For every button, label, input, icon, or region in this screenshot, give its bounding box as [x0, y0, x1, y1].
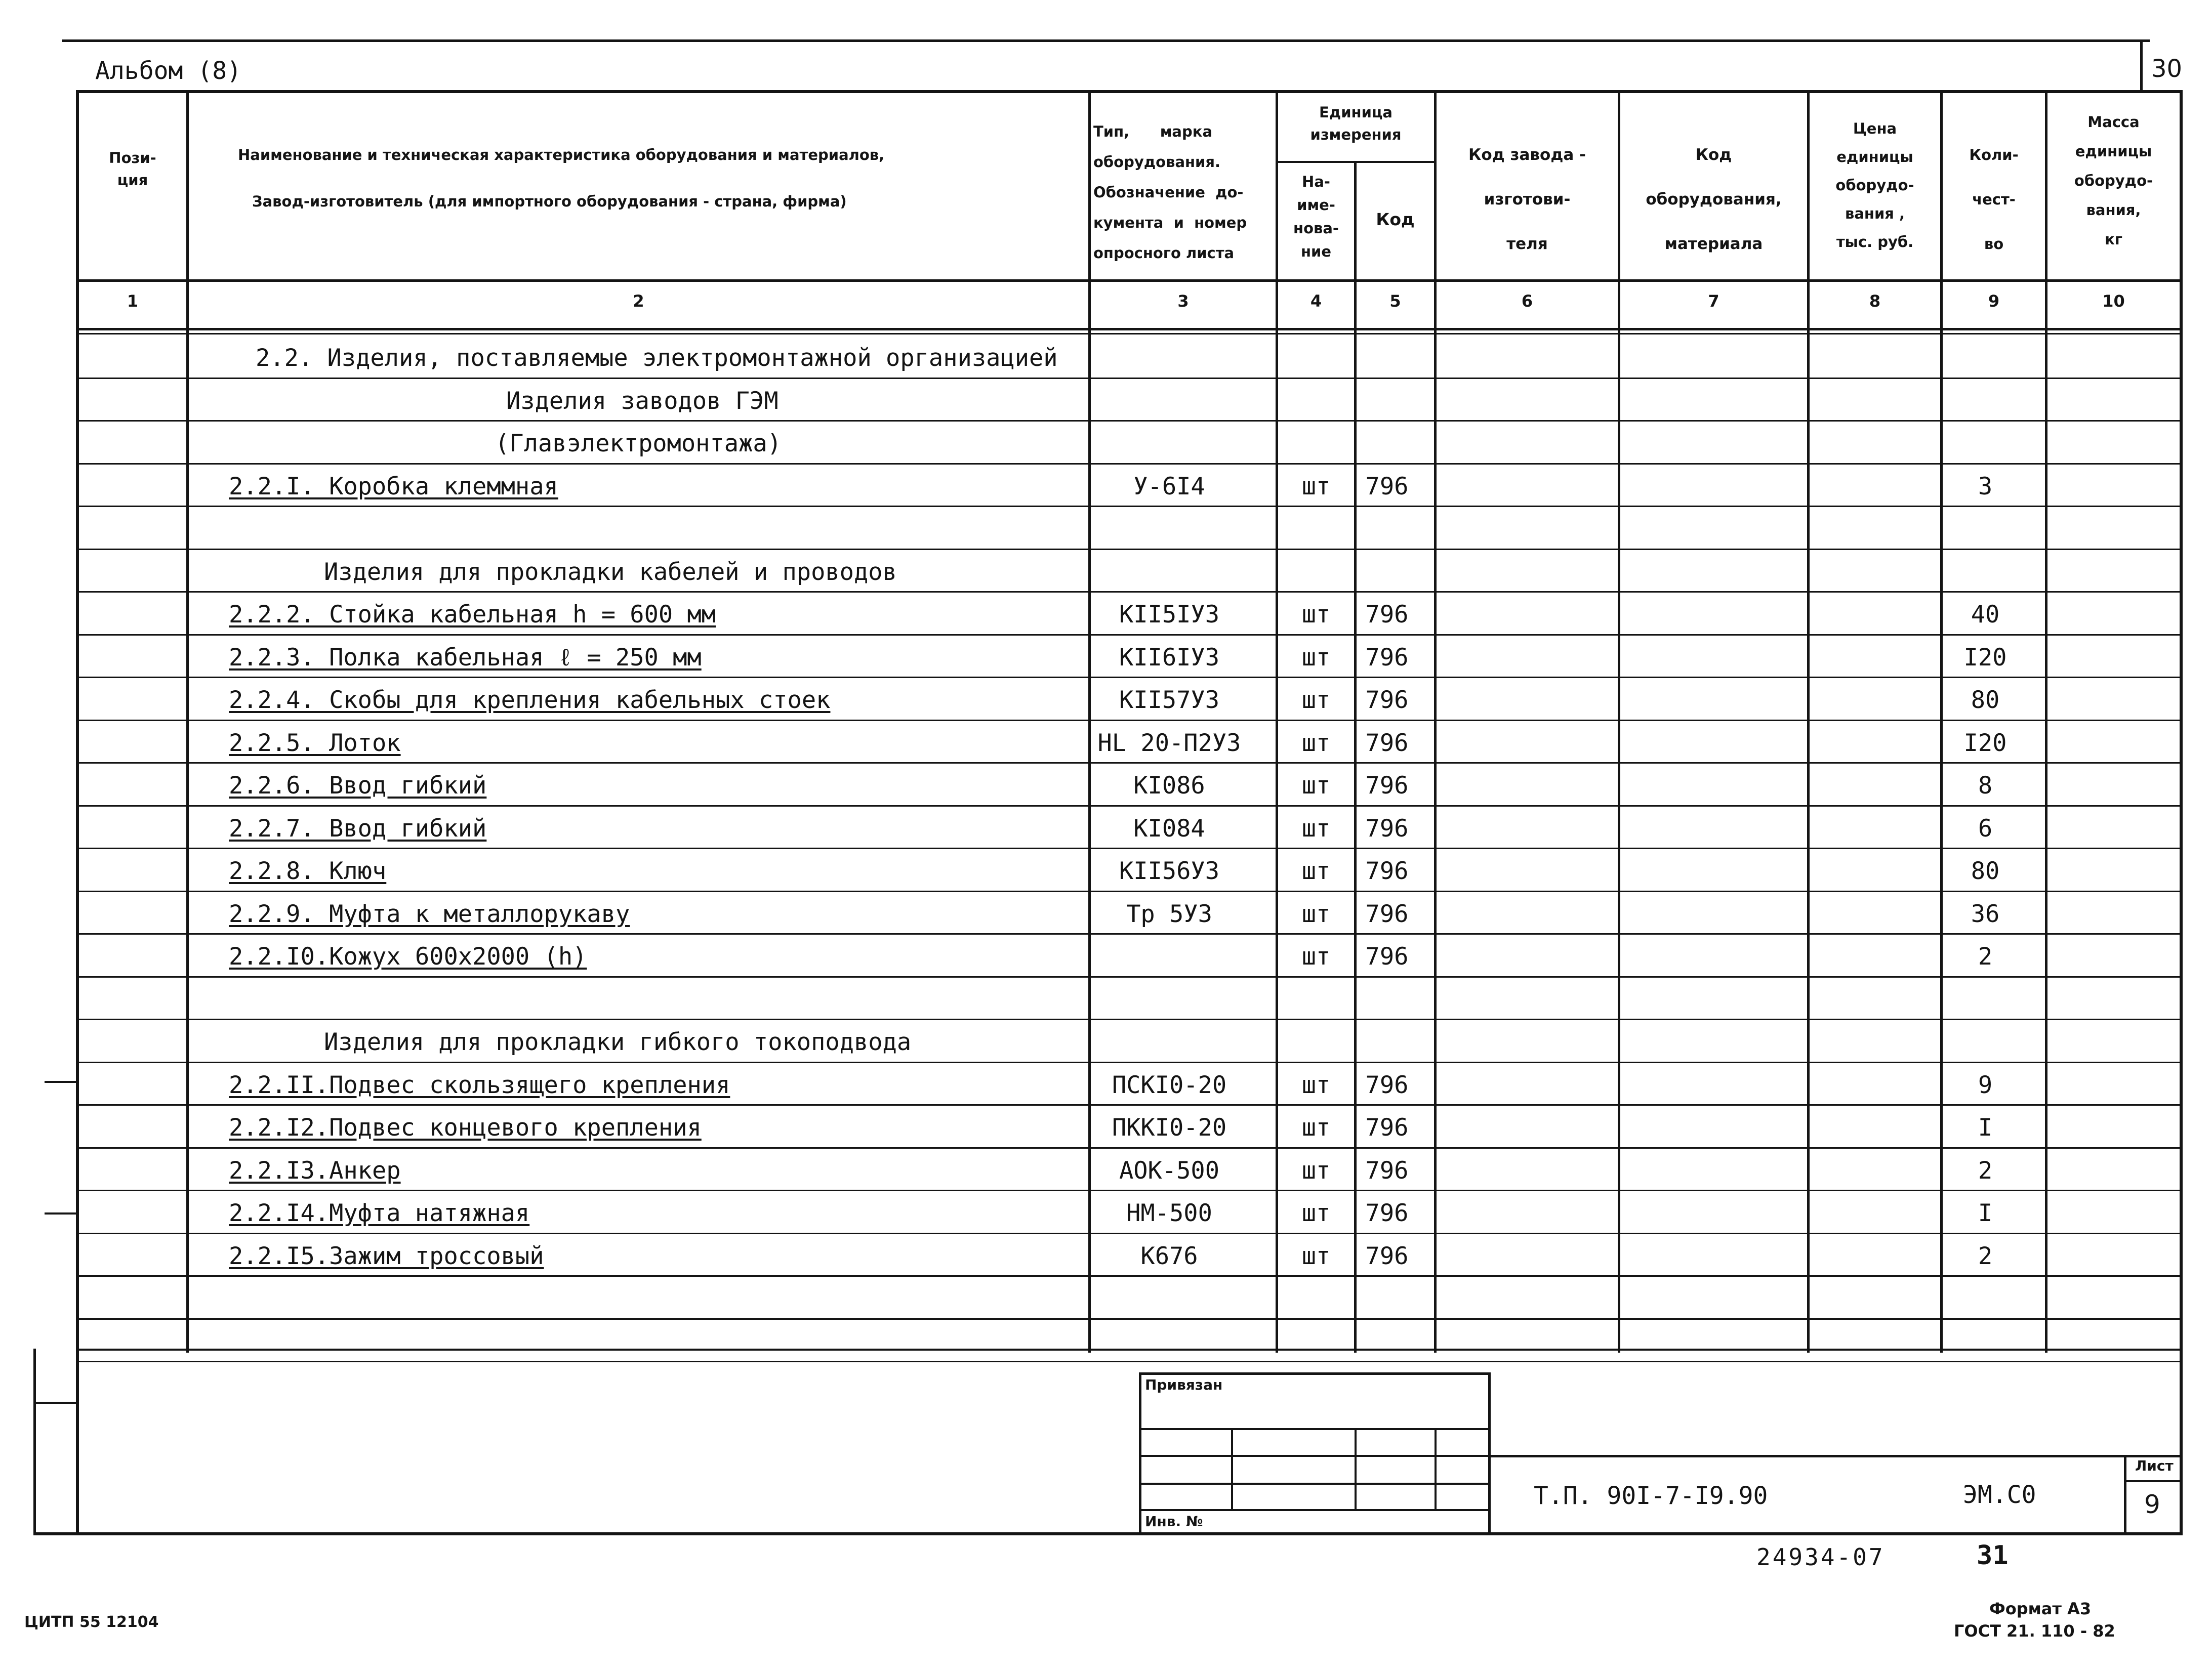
col-line-5 [1434, 90, 1437, 1353]
sheet-box-left [2124, 1455, 2126, 1533]
stamp-row-1 [1139, 1428, 1491, 1430]
item-type: КII6IУ3 [1119, 643, 1220, 672]
stamp-row-3 [1139, 1483, 1491, 1485]
handwritten-page: 31 [1977, 1540, 2009, 1571]
column-number: 9 [1988, 291, 2000, 311]
table-row-divider [76, 634, 2183, 636]
column-number: 2 [633, 291, 644, 311]
item-name: 2.2.I. Коробка клеммная [229, 472, 558, 500]
data-bottom-line [76, 1349, 2183, 1351]
table-row-divider [76, 720, 2183, 721]
item-type: КI084 [1133, 814, 1205, 843]
column-number: 6 [1521, 291, 1533, 311]
item-unit-code: 796 [1365, 1156, 1409, 1185]
table-row-divider [76, 976, 2183, 978]
item-quantity: 3 [1978, 472, 1993, 500]
item-name: 2.2.I0.Кожух 600х2000 (h) [229, 943, 587, 971]
left-footer-code: ЦИТП 55 12104 [24, 1613, 159, 1631]
stamp-col-2 [1355, 1428, 1357, 1509]
item-type: КII57У3 [1119, 686, 1220, 714]
item-unit-code: 796 [1365, 686, 1409, 714]
stamp-row-4 [1139, 1509, 1491, 1511]
item-name: 2.2.8. Ключ [229, 857, 387, 885]
col-line-6 [1618, 90, 1620, 1353]
item-name: 2.2.I3.Анкер [229, 1156, 401, 1185]
column-number: 3 [1177, 291, 1189, 311]
item-name: 2.2.4. Скобы для крепления кабельных стоек [229, 686, 831, 714]
top-border [62, 39, 2150, 42]
table-row-divider [76, 420, 2183, 422]
album-label: Альбом (8) [95, 57, 241, 85]
item-name: 2.2. Изделия, поставляемые электромонтажной организацией [256, 344, 1058, 372]
table-row-divider [76, 549, 2183, 550]
item-unit-code: 796 [1365, 943, 1409, 971]
stamp-col-1 [1231, 1428, 1233, 1509]
item-unit: шт [1301, 643, 1331, 672]
table-bottom-border [33, 1532, 2183, 1535]
stamp-row-2 [1139, 1455, 1491, 1457]
item-unit-code: 796 [1365, 1242, 1409, 1270]
item-quantity: 36 [1971, 900, 2000, 928]
table-row-divider [76, 463, 2183, 465]
table-row-divider [76, 1318, 2183, 1320]
item-name: 2.2.I4.Муфта натяжная [229, 1199, 530, 1227]
table-row-divider [76, 1233, 2183, 1234]
col-header-maker-code: Код завода - изготови- теля [1468, 146, 1586, 253]
item-type: АОК-500 [1119, 1156, 1220, 1185]
item-name: 2.2.2. Стойка кабельная h = 600 мм [229, 601, 716, 629]
item-unit: шт [1301, 772, 1331, 800]
format-label: Формат А3 [1989, 1599, 2092, 1618]
col-header-mass: Масса единицы оборудо- вания, кг [2074, 113, 2153, 248]
item-quantity: 2 [1978, 1156, 1993, 1185]
stamp-col-3 [1435, 1428, 1437, 1509]
left-margin-tick-3 [33, 1402, 79, 1404]
item-unit: шт [1301, 1242, 1331, 1270]
stamp-inv-no: Инв. № [1145, 1513, 1203, 1530]
item-unit-code: 796 [1365, 1071, 1409, 1099]
col-line-9 [2045, 90, 2047, 1353]
handwritten-number: 24934-07 [1756, 1543, 1885, 1571]
col-header-name-line1: Наименование и техническая характеристика оборудования и материалов, [238, 146, 885, 163]
item-unit: шт [1301, 1114, 1331, 1142]
table-row-divider [76, 848, 2183, 849]
header-bottom-line [76, 279, 2183, 282]
item-unit: шт [1301, 729, 1331, 757]
item-quantity: 2 [1978, 1242, 1993, 1270]
column-number: 7 [1708, 291, 1719, 311]
item-type: ПСКI0-20 [1112, 1071, 1227, 1099]
table-row-divider [76, 805, 2183, 807]
document-code: Т.П. 90I-7-I9.90 [1534, 1482, 1768, 1510]
col-line-1 [186, 90, 189, 1353]
item-unit-code: 796 [1365, 729, 1409, 757]
item-unit: шт [1301, 1071, 1331, 1099]
numbers-bottom-line [76, 328, 2183, 330]
item-name: Изделия для прокладки гибкого токоподвода [324, 1028, 912, 1056]
table-row-divider [76, 1275, 2183, 1277]
table-row-divider [76, 1190, 2183, 1191]
item-quantity: 40 [1971, 601, 2000, 629]
item-type: К676 [1140, 1242, 1198, 1270]
column-number: 8 [1869, 291, 1881, 311]
col-header-unit-name: На- име- нова- ние [1293, 173, 1339, 260]
col-header-equipment-code: Код оборудования, материала [1646, 146, 1782, 253]
item-quantity: I [1978, 1114, 1993, 1142]
col-header-unit-code: Код [1376, 210, 1415, 229]
table-row-divider [76, 1019, 2183, 1020]
item-unit: шт [1301, 1156, 1331, 1185]
item-name: 2.2.5. Лоток [229, 729, 401, 757]
table-row-divider [76, 677, 2183, 678]
item-type: КII56У3 [1119, 857, 1220, 885]
column-number: 1 [127, 291, 139, 311]
item-unit: шт [1301, 601, 1331, 629]
item-name: 2.2.II.Подвес скользящего крепления [229, 1071, 730, 1099]
table-row-divider [76, 933, 2183, 935]
item-quantity: I20 [1963, 729, 2007, 757]
item-type: Тр 5У3 [1126, 900, 1212, 928]
col-line-2 [1088, 90, 1091, 1353]
table-row-divider [76, 1062, 2183, 1063]
item-unit-code: 796 [1365, 1114, 1409, 1142]
item-quantity: 2 [1978, 943, 1993, 971]
item-type: НL 20-П2У3 [1097, 729, 1241, 757]
stamp-top [1139, 1372, 1491, 1375]
item-unit-code: 796 [1365, 857, 1409, 885]
col-header-price: Цена единицы оборудо- вания , тыс. руб. [1835, 120, 1914, 250]
item-unit-code: 796 [1365, 900, 1409, 928]
item-name: Изделия заводов ГЭМ [506, 387, 779, 415]
item-unit: шт [1301, 943, 1331, 971]
item-name: 2.2.I2.Подвес концевого крепления [229, 1114, 702, 1142]
col-line-7 [1807, 90, 1810, 1353]
column-number: 10 [2102, 291, 2125, 311]
left-margin-tick-1 [45, 1081, 79, 1083]
item-unit: шт [1301, 472, 1331, 500]
table-row-divider [76, 1104, 2183, 1106]
gost-label: ГОСТ 21. 110 - 82 [1954, 1621, 2115, 1641]
item-type: У-6I4 [1133, 472, 1205, 500]
col-header-type: Тип, марка оборудования. Обозначение до- кумента и номер опросного листа [1093, 123, 1247, 262]
col-header-position: Пози- ция [109, 149, 156, 189]
item-name: (Главэлектромонтажа) [495, 430, 782, 457]
item-quantity: 9 [1978, 1071, 1993, 1099]
item-name: 2.2.7. Ввод гибкий [229, 814, 487, 843]
item-name: Изделия для прокладки кабелей и проводов [324, 558, 897, 586]
col-header-unit: Единица измерения [1310, 104, 1402, 143]
table-row-divider [76, 591, 2183, 593]
section-code: ЭМ.С0 [1963, 1481, 2036, 1509]
item-unit: шт [1301, 900, 1331, 928]
sheet-box-mid [2124, 1480, 2182, 1482]
item-unit-code: 796 [1365, 643, 1409, 672]
item-name: 2.2.9. Муфта к металлорукаву [229, 900, 630, 928]
doc-block-top [1488, 1455, 2182, 1457]
item-unit: шт [1301, 686, 1331, 714]
table-row-divider [76, 762, 2183, 764]
table-top-border [76, 90, 2183, 93]
item-quantity: I [1978, 1199, 1993, 1227]
item-unit-code: 796 [1365, 601, 1409, 629]
left-margin-tick-2 [45, 1212, 79, 1215]
item-name: 2.2.6. Ввод гибкий [229, 772, 487, 800]
item-unit-code: 796 [1365, 472, 1409, 500]
item-unit: шт [1301, 1199, 1331, 1227]
table-row-divider [76, 506, 2183, 507]
table-row-divider [76, 1361, 2183, 1362]
stamp-privyazan: Привязан [1145, 1376, 1223, 1393]
left-margin-line [33, 1349, 36, 1535]
item-unit-code: 796 [1365, 814, 1409, 843]
item-name: 2.2.3. Полка кабельная ℓ = 250 мм [229, 643, 702, 672]
table-row-divider [76, 378, 2183, 379]
item-name: 2.2.I5.Зажим троссовый [229, 1242, 544, 1270]
item-unit-code: 796 [1365, 772, 1409, 800]
item-type: КII5IУ3 [1119, 601, 1220, 629]
col-header-quantity: Коли- чест- во [1969, 146, 2019, 253]
item-quantity: 80 [1971, 686, 2000, 714]
item-quantity: 6 [1978, 814, 1993, 843]
table-row-divider [76, 1147, 2183, 1149]
item-type: ПККI0-20 [1112, 1114, 1227, 1142]
item-type: НМ-500 [1126, 1199, 1212, 1227]
item-quantity: 80 [1971, 857, 2000, 885]
page-number-top: 30 [2151, 55, 2183, 83]
col-header-name-line2: Завод-изготовитель (для импортного оборудования - страна, фирма) [252, 193, 847, 210]
column-number: 5 [1389, 291, 1401, 311]
item-type: КI086 [1133, 772, 1205, 800]
item-unit: шт [1301, 857, 1331, 885]
sheet-number: 9 [2144, 1490, 2160, 1519]
page-number-box-left [2140, 40, 2143, 91]
table-row-divider [76, 891, 2183, 892]
item-unit-code: 796 [1365, 1199, 1409, 1227]
numbers-bottom-line-2 [76, 333, 2183, 334]
item-quantity: I20 [1963, 643, 2007, 672]
item-quantity: 8 [1978, 772, 1993, 800]
sheet-label: Лист [2135, 1457, 2174, 1474]
column-number: 4 [1310, 291, 1322, 311]
item-unit: шт [1301, 814, 1331, 843]
